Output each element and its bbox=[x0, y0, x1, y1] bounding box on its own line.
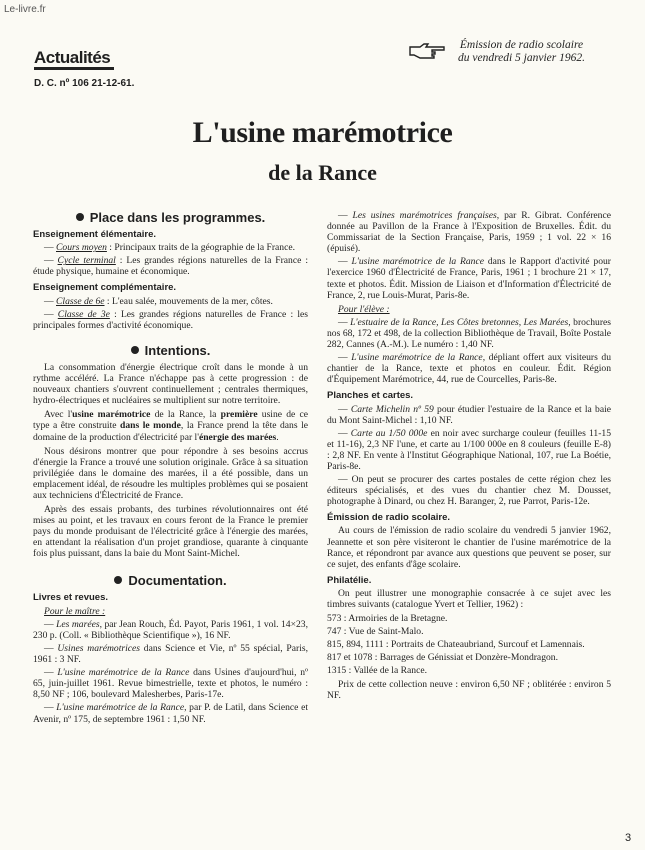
subheading: Enseignement élémentaire. bbox=[33, 229, 157, 241]
page-subtitle: de la Rance bbox=[268, 160, 377, 185]
stamp-item: 1315 : Vallée de la Rance. bbox=[327, 665, 427, 677]
rubric-underline bbox=[34, 67, 114, 70]
subheading: Planches et cartes. bbox=[327, 390, 414, 402]
bullet-icon bbox=[114, 576, 122, 584]
audience-label: Pour l'élève : bbox=[338, 303, 390, 315]
list-item: — Carte Michelin nº 59 pour étudier l'estuaire de la Rance et la baie du Mont Saint-Michel : 1,10 NF. bbox=[327, 403, 612, 426]
bullet-icon bbox=[76, 213, 84, 221]
paragraph: Au cours de l'émission de radio scolaire du vendredi 5 janvier 1962, Jeannette et son père visiteront le chantier de l'usine marémotrice de la Rance, et répondront par avance aux questions que peuvent se poser, sur ce sujet, des enfants d'âge scolaire. bbox=[327, 525, 611, 570]
broadcast-line-2: du vendredi 5 janvier 1962. bbox=[458, 52, 586, 64]
list-item: — Classe de 3e : Les grandes régions naturelles de France : les principales formes d'activité économique. bbox=[33, 308, 308, 331]
section-heading: Documentation. bbox=[33, 575, 308, 586]
list-item: — Carte au 1/50 000e en noir avec surcharge couleur (feuilles 11-15 et 11-16), 2,3 NF l'une, et carte au 1/100 000e en 8 couleurs (feuille E-8) : 2,8 NF. En vente à l'Institut Géographique National, 107, rue La Boétie, Paris-8e. bbox=[327, 427, 611, 472]
paragraph: Avec l'usine marémotrice de la Rance, la première usine de ce type a être construite dans le monde, la France prend la tête dans le domaine de la production d'électricité par l'énergie des marées. bbox=[33, 409, 309, 443]
stamp-item: 815, 894, 1111 : Portraits de Chateaubriand, Surcouf et Lamennais. bbox=[327, 639, 585, 651]
pointing-hand-icon bbox=[408, 42, 448, 60]
paragraph: Prix de cette collection neuve : environ 6,50 NF ; oblitérée : environ 5 NF. bbox=[327, 678, 611, 701]
paragraph: — On peut se procurer des cartes postales de cette région chez les éditeurs spécialisés, et des vues du chantier chez M. Dousset, photographe à Dinard, ou chez H. Baranger, 2, rue Parrot, Paris-12e. bbox=[327, 474, 611, 508]
paragraph: Nous désirons montrer que pour répondre à ses besoins accrus d'énergie la France a trouvé une solution originale. Grâce à sa situation privilégiée dans le domaine des marées, il a été possible, dans un emplacement idéal, de résoudre les multiples problèmes qui se posaient aux techniciens d'Électricité de France. bbox=[33, 445, 308, 501]
list-item: — Classe de 6e : L'eau salée, mouvements de la mer, côtes. bbox=[44, 295, 273, 307]
broadcast-note bbox=[458, 39, 585, 65]
subheading: Enseignement complémentaire. bbox=[33, 282, 177, 294]
list-item: — L'usine marémotrice de la Rance dans Usines d'aujourd'hui, nº 65, juin-juillet 1961. Revue bimestrielle, texte et photos, le numéro : 8,50 NF ; 106, boulevard Malesherbes, Paris-17e. bbox=[33, 667, 308, 701]
rubric-title: Actualités bbox=[34, 48, 111, 67]
paragraph: La consommation d'énergie électrique croît dans le monde à un rythme accéléré. La France n'échappe pas à cette progression : de nouveaux chantiers s'ouvrent continuellement ; centrales thermiques, hydro-électriques et nucléaires se multiplient sur notre territoire. bbox=[33, 361, 308, 407]
audience-label: Pour le maître : bbox=[44, 605, 106, 617]
list-item: — Cycle terminal : Les grandes régions naturelles de la France : étude physique, humaine et économique. bbox=[33, 255, 308, 278]
bullet-icon bbox=[131, 346, 139, 354]
paragraph: Après des essais probants, des turbines révolutionnaires ont été mises au point, et les travaux en cours feront de la France le premier pays du monde produisant de l'électricité grâce à l'énergie des marées, en attendant la réalisation d'un projet grandiose, quarante à cinquante fois plus puissant, dans la baie du Mont Saint-Michel. bbox=[33, 504, 308, 560]
list-item: — L'usine marémotrice de la Rance, par P. de Latil, dans Science et Avenir, nº 175, de septembre 1961 : 1,50 NF. bbox=[33, 702, 308, 725]
page-title: L'usine marémotrice bbox=[192, 116, 453, 149]
watermark: Le-livre.fr bbox=[4, 4, 46, 15]
section-heading: Place dans les programmes. bbox=[33, 212, 308, 223]
right-column bbox=[327, 210, 611, 704]
paragraph: On peut illustrer une monographie consacrée à ce sujet avec les timbres suivants (catalogue Yvert et Tellier, 1962) : bbox=[327, 587, 611, 610]
stamp-item: 817 et 1078 : Barrages de Génissiat et Donzère-Mondragon. bbox=[327, 652, 558, 664]
stamp-item: 573 : Armoiries de la Bretagne. bbox=[327, 613, 448, 625]
list-item: — L'estuaire de la Rance, Les Côtes bretonnes, Les Marées, brochures nos 68, 172 et 498, de la collection Bibliothèque de Travail, Boîte Postale 282, Cannes (A.-M.). Le numéro : 1,40 NF. bbox=[327, 316, 612, 351]
subheading: Philatélie. bbox=[327, 574, 372, 586]
page-number: 3 bbox=[625, 832, 632, 844]
list-item: — Cours moyen : Principaux traits de la géographie de la France. bbox=[44, 242, 295, 254]
subheading: Livres et revues. bbox=[33, 591, 108, 603]
list-item: — L'usine marémotrice de la Rance, dépliant offert aux visiteurs du chantier de la Rance, texte et photos en couleur. Édit. Région d'Équipement Marémotrice, 44, rue de Courcelles, Paris-8e. bbox=[327, 352, 611, 386]
section-heading: Intentions. bbox=[33, 345, 308, 356]
document-reference: D. C. nº 106 21-12-61. bbox=[34, 78, 135, 89]
left-column bbox=[33, 210, 308, 727]
stamp-item: 747 : Vue de Saint-Malo. bbox=[327, 626, 424, 638]
list-item: — Les usines marémotrices françaises, par R. Gibrat. Conférence donnée au Pavillon de la France à l'Exposition de Bruxelles. Édit. du Commissariat de la Section Française, Paris, 1959 ; 1 vol. 22 × 16 (épuisé). bbox=[327, 210, 611, 255]
broadcast-line-1: Émission de radio scolaire bbox=[459, 39, 584, 51]
list-item: — L'usine marémotrice de la Rance dans le Rapport d'activité pour l'exercice 1960 d'Électricité de France, Paris, 1961 ; 1 brochure 21 × 17, texte et photos. Édit. Mission de Liaison et d'Information d'Électricité de France, 2, rue Louis-Murat, Paris-8e. bbox=[327, 256, 611, 301]
list-item: — Usines marémotrices dans Science et Vie, nº 55 spécial, Paris, 1961 : 3 NF. bbox=[33, 643, 309, 666]
list-item: — Les marées, par Jean Rouch, Éd. Payot, Paris 1961, 1 vol. 14×23, 230 p. (Coll. « Bibliothèque Scientifique »), 16 NF. bbox=[33, 618, 308, 641]
subheading: Émission de radio scolaire. bbox=[327, 512, 451, 524]
